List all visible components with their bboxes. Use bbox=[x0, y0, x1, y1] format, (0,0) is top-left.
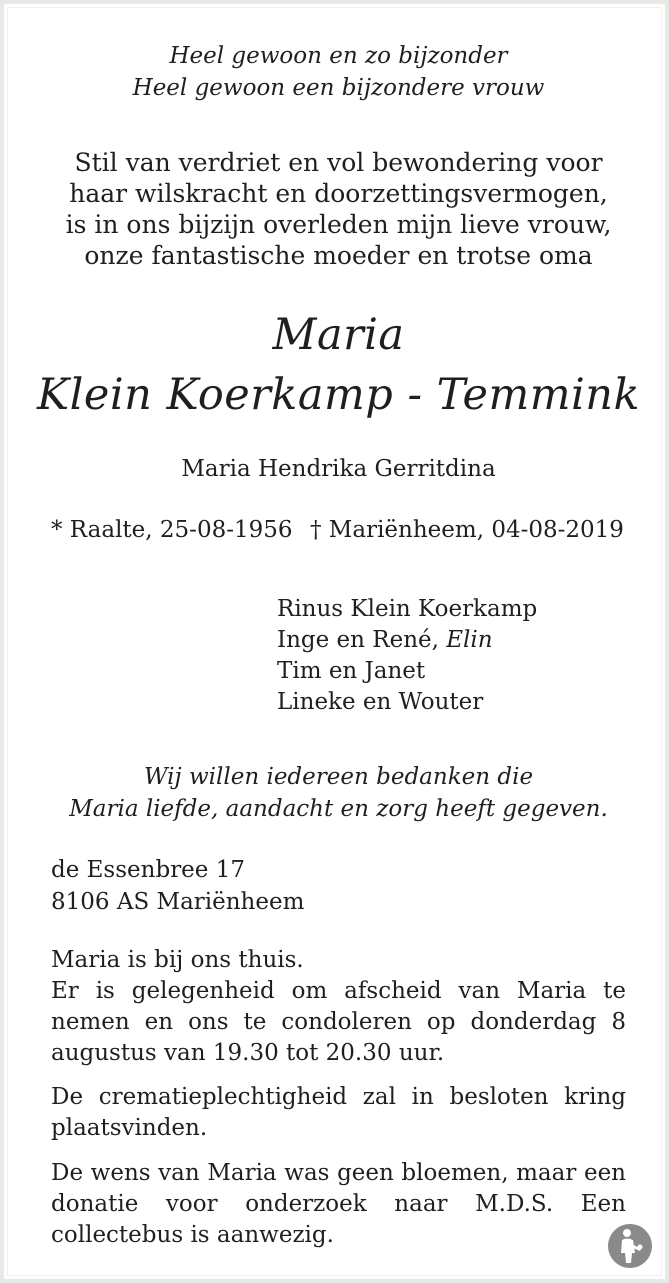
family-line-3: Tim en Janet bbox=[277, 658, 426, 684]
family-line-2-grandchild: Elin bbox=[446, 627, 493, 653]
intro-line-4: onze fantastische moeder en trotse oma bbox=[84, 241, 593, 270]
family-line-2-names: Inge en René, bbox=[277, 627, 439, 653]
deceased-first-name: Maria bbox=[272, 310, 405, 360]
family-line-2 bbox=[277, 625, 537, 656]
thanks-text bbox=[4, 761, 669, 825]
visitation-paragraph bbox=[51, 945, 626, 1069]
visitation-line-1: Maria is bij ons thuis. bbox=[51, 947, 304, 973]
motto-line-2: Heel gewoon een bijzondere vrouw bbox=[132, 75, 545, 101]
family-line-1: Rinus Klein Koerkamp bbox=[277, 596, 538, 622]
thanks-line-2: Maria liefde, aandacht en zorg heeft gegeven. bbox=[69, 796, 608, 822]
thanks-line-1: Wij willen iedereen bedanken die bbox=[143, 764, 534, 790]
death-info: † Mariënheem, 04-08-2019 bbox=[310, 517, 624, 543]
memorial-figure-icon bbox=[607, 1223, 653, 1269]
deceased-full-name: Klein Koerkamp - Temmink bbox=[37, 370, 640, 420]
family-line-4: Lineke en Wouter bbox=[277, 689, 484, 715]
motto-line-1: Heel gewoon en zo bijzonder bbox=[169, 43, 508, 69]
intro-text bbox=[4, 147, 669, 271]
visitation-details: Er is gelegenheid om afscheid van Maria te nemen en ons te condoleren op donderdag 8 augustus van 19.30 tot 20.30 uur. bbox=[51, 978, 626, 1066]
donation-paragraph: De wens van Maria was geen bloemen, maar een donatie voor onderzoek naar M.D.S. Een collectebus is aanwezig. bbox=[51, 1160, 626, 1248]
address-city: 8106 AS Mariënheem bbox=[51, 889, 305, 915]
address-street: de Essenbree 17 bbox=[51, 857, 245, 883]
cremation-paragraph: De crematieplechtigheid zal in besloten kring plaatsvinden. bbox=[51, 1084, 626, 1141]
motto bbox=[4, 40, 669, 104]
address bbox=[51, 854, 304, 918]
birth-info: * Raalte, 25-08-1956 bbox=[51, 517, 293, 543]
given-names: Maria Hendrika Gerritdina bbox=[181, 456, 496, 482]
family-list bbox=[277, 594, 537, 718]
intro-line-3: is in ons bijzijn overleden mijn lieve vrouw, bbox=[65, 210, 612, 239]
intro-line-1: Stil van verdriet en vol bewondering voor bbox=[74, 148, 603, 177]
intro-line-2: haar wilskracht en doorzettingsvermogen, bbox=[69, 179, 608, 208]
